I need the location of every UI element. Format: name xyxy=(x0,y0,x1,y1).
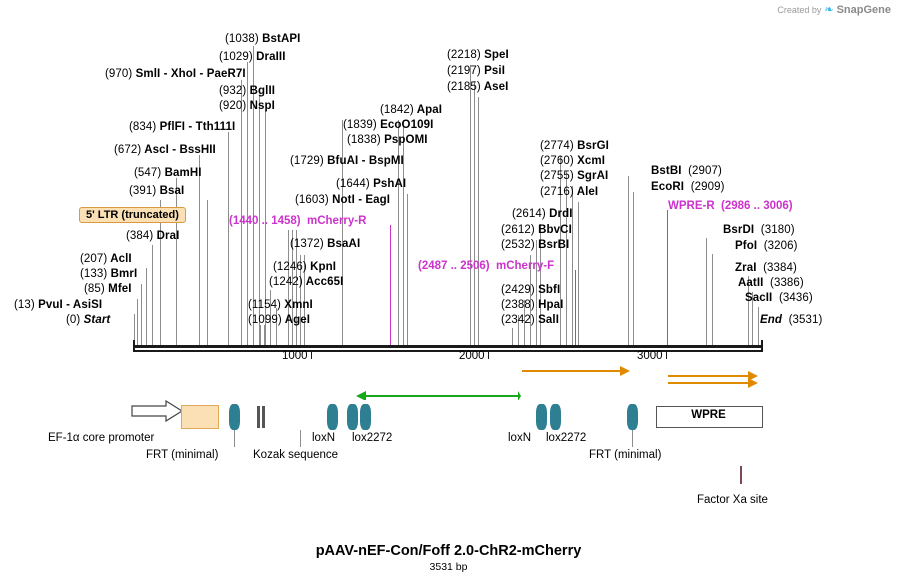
leader-line xyxy=(228,132,229,345)
enzyme-label-sacii: SacII (3436) xyxy=(745,292,813,304)
page-title: pAAV-nEF-Con/Foff 2.0-ChR2-mCherry xyxy=(315,543,582,559)
enzyme-label-sbfi: (2429) SbfI xyxy=(501,284,561,296)
ruler-tick xyxy=(311,352,312,359)
enzyme-label-bsrbi: (2532) BsrBI xyxy=(501,239,570,251)
ruler-tick-label-2000: 2000 xyxy=(459,350,485,362)
leader-line xyxy=(137,299,138,345)
leader-line xyxy=(176,178,177,345)
leader-line xyxy=(474,81,475,345)
enzyme-label-apai: (1842) ApaI xyxy=(380,104,443,116)
wpre-label: WPRE xyxy=(691,409,726,421)
enzyme-label-ecoo109i: (1839) EcoO109I xyxy=(343,119,434,131)
leader-line xyxy=(470,65,471,345)
leader-line xyxy=(407,194,408,345)
enzyme-label-pfoi: PfoI (3206) xyxy=(735,240,798,252)
leader-line xyxy=(403,120,404,345)
caption-lox2272-left: lox2272 xyxy=(352,432,393,444)
enzyme-label-noti-eagi: (1603) NotI - EagI xyxy=(295,194,391,206)
enzyme-label-alei: (2716) AleI xyxy=(540,186,599,198)
kozak-sequence-mark-2[interactable] xyxy=(262,406,265,428)
enzyme-label-bsrgi: (2774) BsrGI xyxy=(540,140,609,152)
ruler-line-top xyxy=(133,345,763,348)
enzyme-label-asei: (2185) AseI xyxy=(447,81,509,93)
primer-leader-mcherry-f xyxy=(575,270,576,345)
enzyme-label-ecori: EcoRI (2909) xyxy=(651,181,725,193)
leader-line xyxy=(758,307,759,345)
enzyme-label-aatii: AatII (3386) xyxy=(738,277,804,289)
caption-kozak-sequence: Kozak sequence xyxy=(253,449,339,461)
frt-minimal-right[interactable] xyxy=(627,404,638,430)
lox2272-left[interactable] xyxy=(347,404,358,430)
enzyme-label-zrai: ZraI (3384) xyxy=(735,262,797,274)
caption-ef1a-core-promoter: EF-1α core promoter xyxy=(48,432,155,444)
leader-line xyxy=(241,80,242,345)
leader-line xyxy=(342,120,343,345)
factor-xa-site-mark[interactable] xyxy=(740,466,742,484)
leader-line xyxy=(398,120,399,345)
ruler-line-bottom xyxy=(133,350,763,352)
leader-line xyxy=(578,202,579,345)
ltr-tag-leader xyxy=(207,220,208,230)
leader-line xyxy=(141,284,142,345)
enzyme-label-draiii: (1029) DraIII xyxy=(219,51,286,63)
ltr-tag[interactable]: 5' LTR (truncated) xyxy=(79,207,186,223)
feature-leader xyxy=(632,430,633,447)
lox2272-left-2[interactable] xyxy=(360,404,371,430)
enzyme-label-xcmi: (2760) XcmI xyxy=(540,155,606,167)
feature-leader xyxy=(234,430,235,447)
enzyme-label-psii: (2197) PsiI xyxy=(447,65,505,77)
enzyme-label-bbvci: (2612) BbvCI xyxy=(501,224,572,236)
ruler-tick-label-3000: 3000 xyxy=(637,350,663,362)
ruler-tick-label-1000: 1000 xyxy=(282,350,308,362)
leader-line xyxy=(478,97,479,345)
enzyme-label-drai: (384) DraI xyxy=(126,230,180,242)
primer-leader-wpre-r xyxy=(667,210,668,345)
credit-prefix: Created by xyxy=(777,4,822,15)
leader-line xyxy=(146,268,147,345)
leader-line xyxy=(152,245,153,345)
enzyme-label-bsaai: (1372) BsaAI xyxy=(290,238,361,250)
caption-frt-minimal-left: FRT (minimal) xyxy=(146,449,219,461)
enzyme-label-kpni: (1246) KpnI xyxy=(273,261,337,273)
enzyme-label-spei: (2218) SpeI xyxy=(447,49,509,61)
enzyme-label-bfuai-bspmi: (1729) BfuAI - BspMI xyxy=(290,155,404,167)
primer-label-wpre-r: WPRE-R (2986 .. 3006) xyxy=(668,200,793,212)
ruler-end-cap xyxy=(761,340,763,351)
leader-line xyxy=(706,238,707,345)
frt-minimal-left[interactable] xyxy=(229,404,240,430)
leader-line xyxy=(512,328,513,345)
enzyme-label-bmri: (133) BmrI xyxy=(80,268,138,280)
enzyme-label-sali: (2342) SalI xyxy=(501,314,559,326)
leader-line xyxy=(199,155,200,345)
enzyme-label-acc65i: (1242) Acc65I xyxy=(269,276,344,288)
enzyme-label-start: (0) Start xyxy=(66,314,111,326)
enzyme-label-pvui-asisi: (13) PvuI - AsiSI xyxy=(14,299,103,311)
enzyme-label-bsrdi: BsrDI (3180) xyxy=(723,224,795,236)
enzyme-label-pflfi-tth111i: (834) PflFI - Tth111I xyxy=(129,121,236,133)
leader-line xyxy=(633,192,634,345)
caption-frt-minimal-right: FRT (minimal) xyxy=(589,449,662,461)
enzyme-label-smli-xhoi-paer7i: (970) SmlI - XhoI - PaeR7I xyxy=(105,68,246,80)
leaf-icon: ❧ xyxy=(824,4,834,16)
enzyme-label-pspomi: (1838) PspOMI xyxy=(347,134,428,146)
primer-label-mcherry-f: (2487 .. 2506) mCherry-F xyxy=(418,260,555,272)
enzyme-label-bstbi: BstBI (2907) xyxy=(651,165,722,177)
enzyme-label-bamhi: (547) BamHI xyxy=(134,167,202,179)
caption-factor-xa-site: Factor Xa site xyxy=(697,494,768,506)
enzyme-label-nspi: (920) NspI xyxy=(219,100,275,112)
enzyme-label-sgrai: (2755) SgrAI xyxy=(540,170,609,182)
plasmid-length: 3531 bp xyxy=(429,561,468,573)
primer-leader-mcherry-r xyxy=(390,225,391,345)
snapgene-brand: SnapGene xyxy=(836,3,891,16)
leader-line xyxy=(260,325,261,345)
enzyme-label-bglii: (932) BglII xyxy=(219,85,276,97)
enzyme-label-pshai: (1644) PshAI xyxy=(336,178,407,190)
ruler-tick xyxy=(666,352,667,359)
enzyme-label-mfei: (85) MfeI xyxy=(84,283,132,295)
enzyme-label-xmni: (1154) XmnI xyxy=(248,299,313,311)
enzyme-label-hpai: (2388) HpaI xyxy=(501,299,564,311)
lox2272-right[interactable] xyxy=(550,404,561,430)
enzyme-label-acli: (207) AclI xyxy=(80,253,132,265)
ruler-start-cap xyxy=(133,340,135,351)
enzyme-label-bsai: (391) BsaI xyxy=(129,185,185,197)
caption-lox2272-right: lox2272 xyxy=(546,432,587,444)
enzyme-label-bstapi: (1038) BstAPI xyxy=(225,33,301,45)
enzyme-label-end: End (3531) xyxy=(760,314,823,326)
caption-loxn-right: loxN xyxy=(508,432,532,444)
loxn-left[interactable] xyxy=(327,404,338,430)
enzyme-label-agei: (1099) AgeI xyxy=(248,314,311,326)
ltr-feature-box[interactable] xyxy=(181,405,219,429)
loxn-right[interactable] xyxy=(536,404,547,430)
caption-loxn-left: loxN xyxy=(312,432,336,444)
ruler-tick xyxy=(488,352,489,359)
enzyme-label-drdi: (2614) DrdI xyxy=(512,208,573,220)
leader-line xyxy=(628,176,629,345)
credit-watermark xyxy=(777,3,891,16)
feature-leader xyxy=(300,430,301,447)
leader-line xyxy=(712,254,713,345)
primer-arrow-group xyxy=(0,360,897,400)
primer-label-mcherry-r: (1440 .. 1458) mCherry-R xyxy=(229,215,367,227)
enzyme-label-asci-bsshii: (672) AscI - BssHII xyxy=(114,144,216,156)
kozak-sequence-mark[interactable] xyxy=(257,406,260,428)
